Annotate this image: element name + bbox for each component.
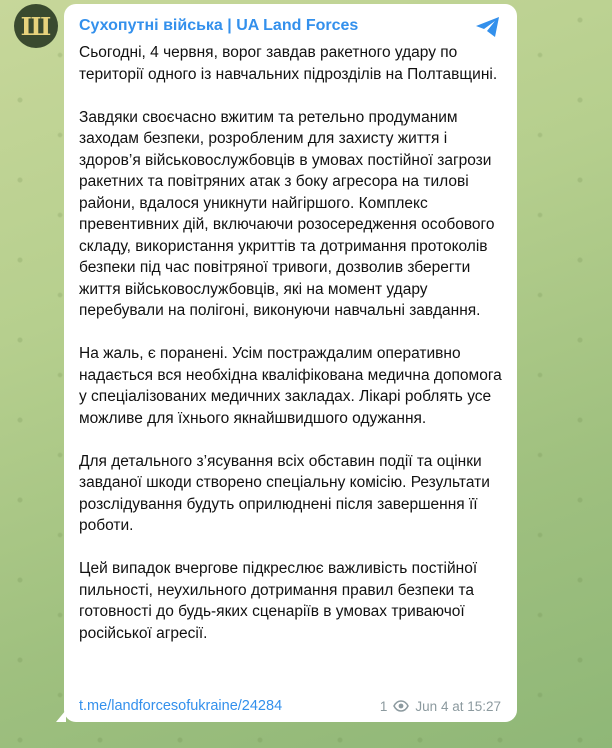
paragraph-3: На жаль, є поранені. Усім постраждалим оперативно надається вся необхідна кваліфікована медична допомога у спеціалізованих медичних закладах. Лікарі роблять усе можливе для їхнього якнайшвидшого одужання. [79,345,502,427]
post-link[interactable]: t.me/landforcesofukraine/24284 [79,698,283,714]
paragraph-1: Сьогодні, 4 червня, ворог завдав ракетного удару по території одного із навчальних підрозділів на Полтавщині. [79,44,498,83]
share-icon[interactable] [475,16,501,43]
view-count: 1 [379,698,388,714]
channel-name[interactable]: Сухопутні війська | UA Land Forces [79,17,359,34]
eye-icon [393,700,409,712]
message-footer [79,698,501,714]
timestamp: Jun 4 at 15:27 [415,698,501,714]
message-meta [380,699,501,714]
message-bubble [64,4,517,722]
message-text [79,42,503,644]
paragraph-2: Завдяки своєчасно вжитим та ретельно продуманим заходам безпеки, розробленим для захисту життя і здоров’я військовослужбовців в умовах постійної загрози ракетних та повітряних атак з боку агресора на тилові райони, вдалося уникнути найгіршого. Комплекс превентивних дій, включаючи розосередження особового складу, використання укриттів та дотримання протоколів безпеки під час повітряної тривоги, дозволив зберегти життя військовослужбовців, які на момент удару перебували на полігоні, виконуючи навчальні завдання. [79,108,495,319]
paragraph-4: Для детального з’ясування всіх обставин події та оцінки завданої шкоди створено спеціальну комісію. Результати розслідування будуть оприлюднені після завершення її роботи. [79,452,490,534]
channel-avatar[interactable] [14,4,58,48]
paragraph-5: Цей випадок вчергове підкреслює важливість постійної пильності, неухильного дотримання правил безпеки та готовності до будь-яких сценаріїв в умовах триваючої російської агресії. [79,560,478,642]
channel-avatar-glyph: Ш [20,11,52,41]
